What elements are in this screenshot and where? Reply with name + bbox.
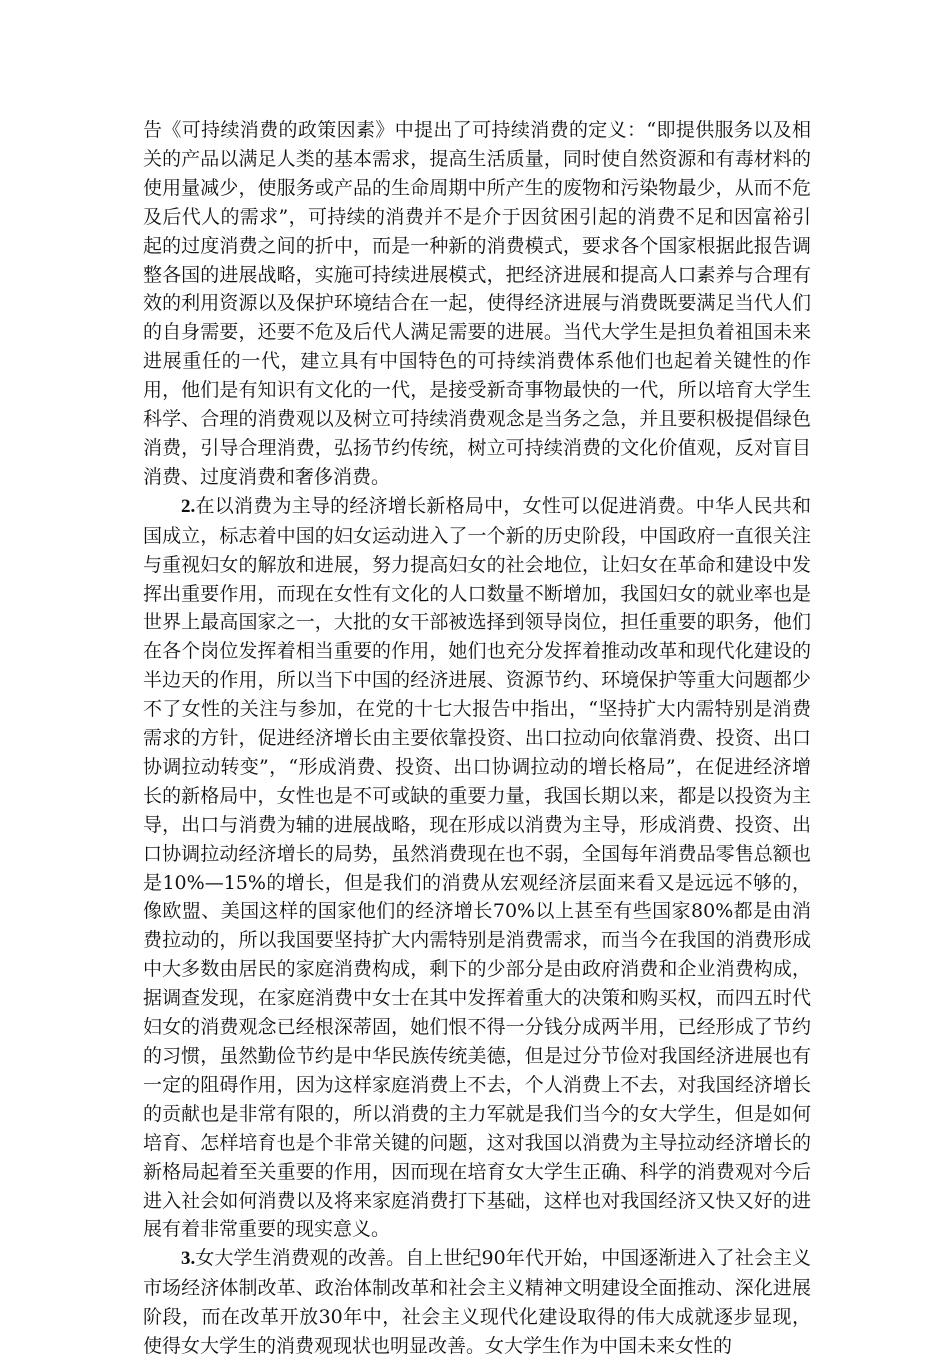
paragraph-section-2 bbox=[143, 492, 811, 1245]
document-page bbox=[143, 116, 811, 1361]
paragraph-text: 告《可持续消费的政策因素》中提出了可持续消费的定义：“即提供服务以及相关的产品以满足人类的基本需求，提高生活质量，同时使自然资源和有毒材料的使用量减少，使服务或产品的生命周期中所产生的废物和污染物最少，从而不危及后代人的需求”，可持续的消费并不是介于因贫困引起的消费不足和因富裕引起的过度消费之间的折中，而是一种新的消费模式，要求各个国家根据此报告调整各国的进展战略，实施可持续进展模式，把经济进展和提高人口素养与合理有效的利用资源以及保护环境结合在一起，使得经济进展与消费既要满足当代人们的自身需要，还要不危及后代人满足需要的进展。当代大学生是担负着祖国未来进展重任的一代，建立具有中国特色的可持续消费体系他们也起着关键性的作用，他们是有知识有文化的一代，是接受新奇事物最快的一代，所以培育大学生科学、合理的消费观以及树立可持续消费观念是当务之急，并且要积极提倡绿色消费，引导合理消费，弘扬节约传统，树立可持续消费的文化价值观，反对盲目消费、过度消费和奢侈消费。 bbox=[143, 119, 811, 488]
section-number: 3. bbox=[181, 1248, 196, 1270]
paragraph-section-3 bbox=[143, 1244, 811, 1361]
paragraph-text: 女大学生消费观的改善。自上世纪90年代开始，中国逐渐进入了社会主义市场经济体制改革、政治体制改革和社会主义精神文明建设全面推动、深化进展阶段，而在改革开放30年中，社会主义现代化建设取得的伟大成就逐步显现，使得女大学生的消费观现状也明显改善。女大学生作为中国未来女性的 bbox=[143, 1247, 811, 1358]
section-number: 2. bbox=[181, 495, 196, 517]
paragraph-continued bbox=[143, 116, 811, 492]
paragraph-text: 在以消费为主导的经济增长新格局中，女性可以促进消费。中华人民共和国成立，标志着中国的妇女运动进入了一个新的历史阶段，中国政府一直很关注与重视妇女的解放和进展，努力提高妇女的社会地位，让妇女在革命和建设中发挥出重要作用，而现在女性有文化的人口数量不断增加，我国妇女的就业率也是世界上最高国家之一，大批的女干部被选择到领导岗位，担任重要的职务，他们在各个岗位发挥着相当重要的作用，她们也充分发挥着推动改革和现代化建设的半边天的作用，所以当下中国的经济进展、资源节约、环境保护等重大问题都少不了女性的关注与参加，在党的十七大报告中指出，“坚持扩大内需特别是消费需求的方针，促进经济增长由主要依靠投资、出口拉动向依靠消费、投资、出口协调拉动转变”，“形成消费、投资、出口协调拉动的增长格局”，在促进经济增长的新格局中，女性也是不可或缺的重要力量，我国长期以来，都是以投资为主导，出口与消费为辅的进展战略，现在形成以消费为主导，形成消费、投资、出口协调拉动经济增长的局势，虽然消费现在也不弱，全国每年消费品零售总额也是10%—15%的增长，但是我们的消费从宏观经济层面来看又是远远不够的，像欧盟、美国这样的国家他们的经济增长70%以上甚至有些国家80%都是由消费拉动的，所以我国要坚持扩大内需特别是消费需求，而当今在我国的消费形成中大多数由居民的家庭消费构成，剩下的少部分是由政府消费和企业消费构成，据调查发现，在家庭消费中女士在其中发挥着重大的决策和购买权，而四五时代妇女的消费观念已经根深蒂固，她们恨不得一分钱分成两半用，已经形成了节约的习惯，虽然勤俭节约是中华民族传统美德，但是过分节俭对我国经济进展也有一定的阻碍作用，因为这样家庭消费上不去，个人消费上不去，对我国经济增长的贡献也是非常有限的，所以消费的主力军就是我们当今的女大学生，但是如何培育、怎样培育也是个非常关键的问题，这对我国以消费为主导拉动经济增长的新格局起着至关重要的作用，因而现在培育女大学生正确、科学的消费观对今后进入社会如何消费以及将来家庭消费打下基础，这样也对我国经济又快又好的进展有着非常重要的现实意义。 bbox=[143, 494, 811, 1241]
